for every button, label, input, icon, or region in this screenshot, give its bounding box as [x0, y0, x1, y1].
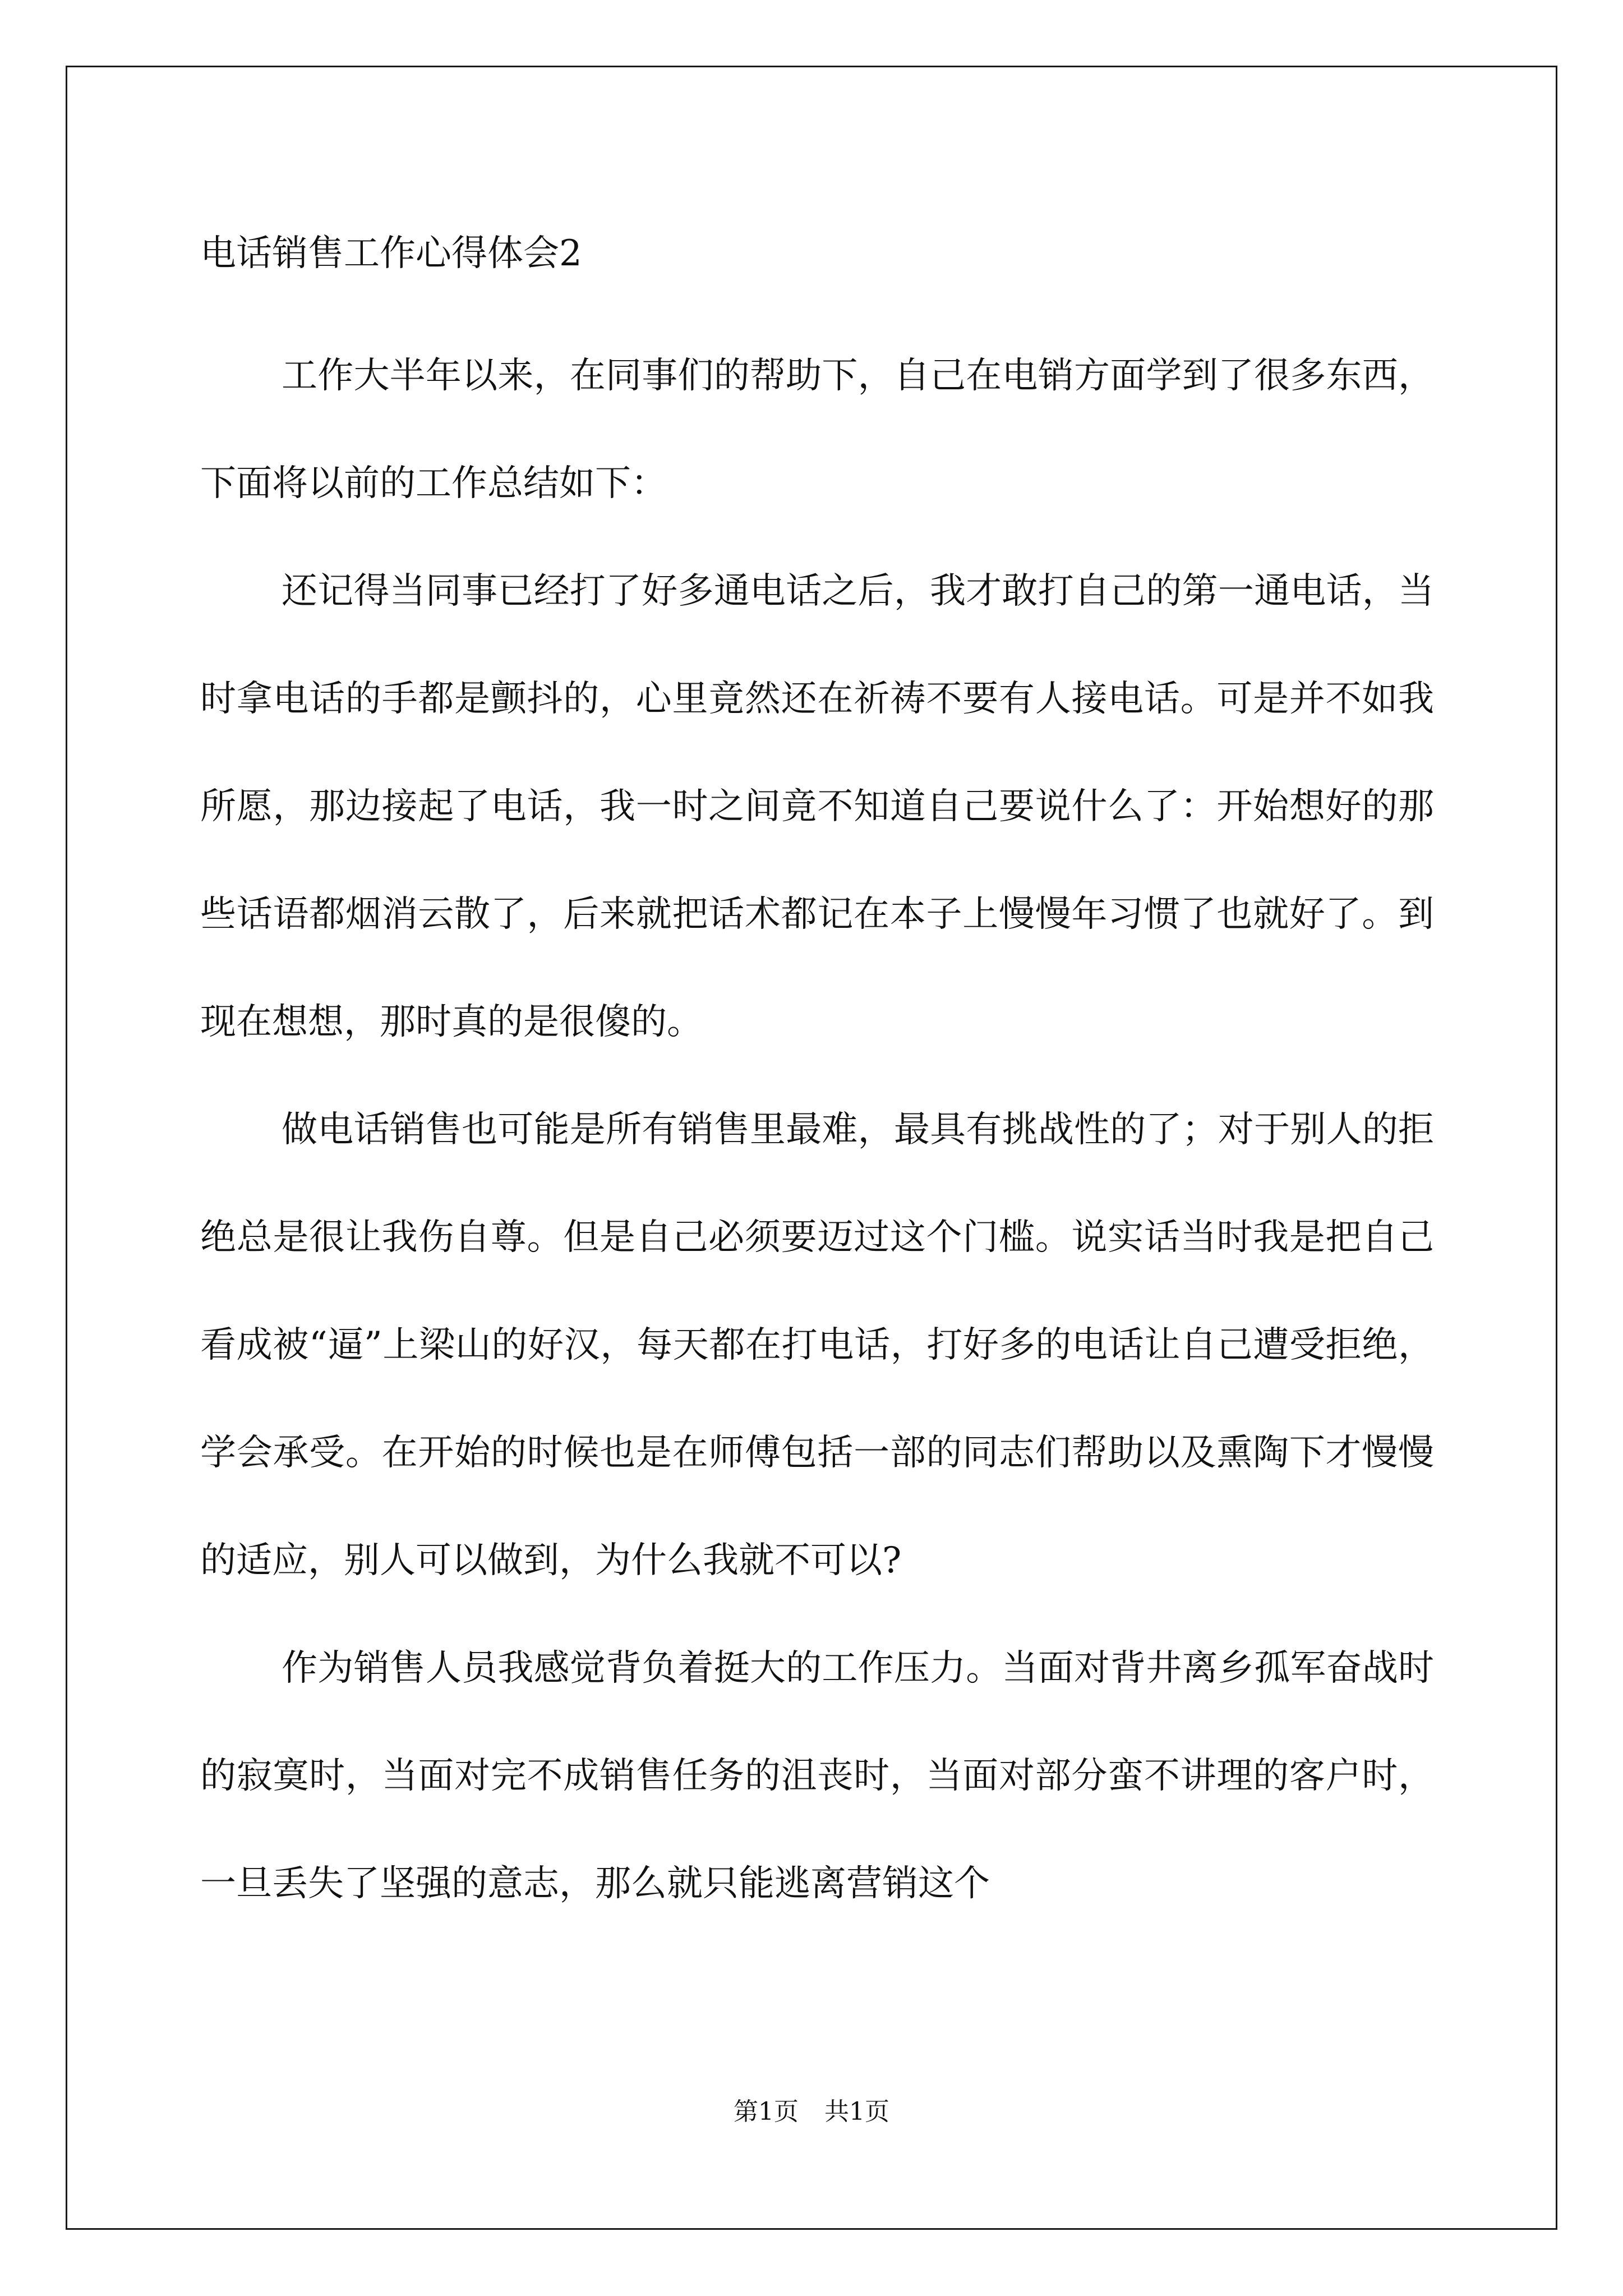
page-number: 第1页 [734, 2097, 799, 2126]
page-footer [0, 2095, 1623, 2129]
document-body [200, 226, 1434, 1938]
page-total: 共1页 [824, 2097, 889, 2126]
paragraph-3: 做电话销售也可能是所有销售里最难，最具有挑战性的了；对于别人的拒绝总是很让我伤自尊。但是自己必须要迈过这个门槛。说实话当时我是把自己看成被“逼”上梁山的好汉，每天都在打电话，打好多的电话让自己遭受拒绝，学会承受。在开始的时候也是在师傅包括一部的同志们帮助以及熏陶下才慢慢的适应，别人可以做到，为什么我就不可以? [200, 1109, 1434, 1581]
paragraph-4: 作为销售人员我感觉背负着挺大的工作压力。当面对背井离乡孤军奋战时的寂寞时，当面对完不成销售任务的沮丧时，当面对部分蛮不讲理的客户时，一旦丢失了坚强的意志，那么就只能逃离营销这个 [200, 1648, 1434, 1904]
paragraph-1: 工作大半年以来，在同事们的帮助下，自己在电销方面学到了很多东西，下面将以前的工作总结如下： [200, 355, 1434, 504]
document-title: 电话销售工作心得体会2 [200, 233, 582, 274]
paragraph-2: 还记得当同事已经打了好多通电话之后，我才敢打自己的第一通电话，当时拿电话的手都是颤抖的，心里竟然还在祈祷不要有人接电话。可是并不如我所愿，那边接起了电话，我一时之间竟不知道自己要说什么了：开始想好的那些话语都烟消云散了，后来就把话术都记在本子上慢慢年习惯了也就好了。到现在想想，那时真的是很傻的。 [200, 570, 1434, 1043]
